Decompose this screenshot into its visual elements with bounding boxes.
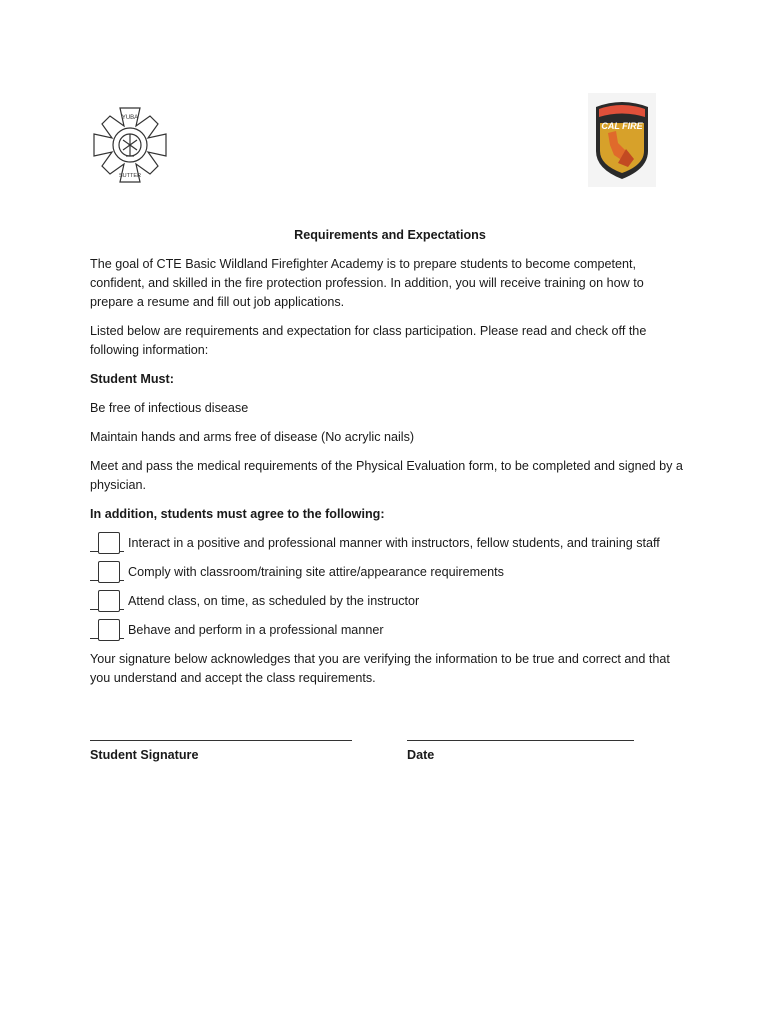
intro-paragraph: The goal of CTE Basic Wildland Firefighter Academy is to prepare students to become competent, confident, and skilled in the fire protection profession. In addition, you will receive training on how to prepare a resume and fill out job applications. (90, 257, 644, 309)
requirement-item: Maintain hands and arms free of disease (No acrylic nails) (90, 430, 415, 444)
checklist-label: Comply with classroom/training site attire/appearance requirements (128, 565, 504, 579)
agree-heading: In addition, students must agree to the following: (90, 507, 385, 521)
checklist-item (90, 534, 690, 553)
yuba-sutter-fire-emblem-logo (90, 104, 170, 188)
signature-section (90, 730, 690, 770)
checklist-label: Interact in a positive and professional manner with instructors, fellow students, and training staff (128, 536, 660, 550)
emblem-top-text: YUBA (121, 115, 139, 121)
emblem-bottom-text: SUTTER (119, 173, 141, 179)
student-must-heading: Student Must: (90, 372, 174, 386)
checklist-checkbox[interactable] (98, 590, 120, 612)
student-signature-label: Student Signature (90, 748, 199, 762)
checklist-checkbox[interactable] (98, 619, 120, 641)
requirement-item: Meet and pass the medical requirements of the Physical Evaluation form, to be completed and signed by a physician. (90, 459, 683, 492)
checklist-checkbox[interactable] (98, 532, 120, 554)
checklist-item (90, 592, 690, 611)
acknowledgement-paragraph: Your signature below acknowledges that you are verifying the information to be true and correct and that you understand and accept the class requirements. (90, 652, 670, 685)
checklist-item (90, 563, 690, 582)
badge-text: CAL FIRE (601, 121, 643, 131)
date-label: Date (407, 748, 435, 762)
checklist-label: Behave and perform in a professional manner (128, 623, 384, 637)
student-signature-line[interactable] (90, 740, 352, 741)
requirement-item: Be free of infectious disease (90, 401, 249, 415)
checklist-label: Attend class, on time, as scheduled by the instructor (128, 594, 420, 608)
checklist-item (90, 621, 690, 640)
checklist-checkbox[interactable] (98, 561, 120, 583)
document-body (90, 226, 690, 698)
cal-fire-badge-logo (588, 93, 656, 187)
date-line[interactable] (407, 740, 634, 741)
page-title: Requirements and Expectations (294, 228, 486, 242)
instructions-paragraph: Listed below are requirements and expectation for class participation. Please read and check off the following information: (90, 324, 647, 357)
